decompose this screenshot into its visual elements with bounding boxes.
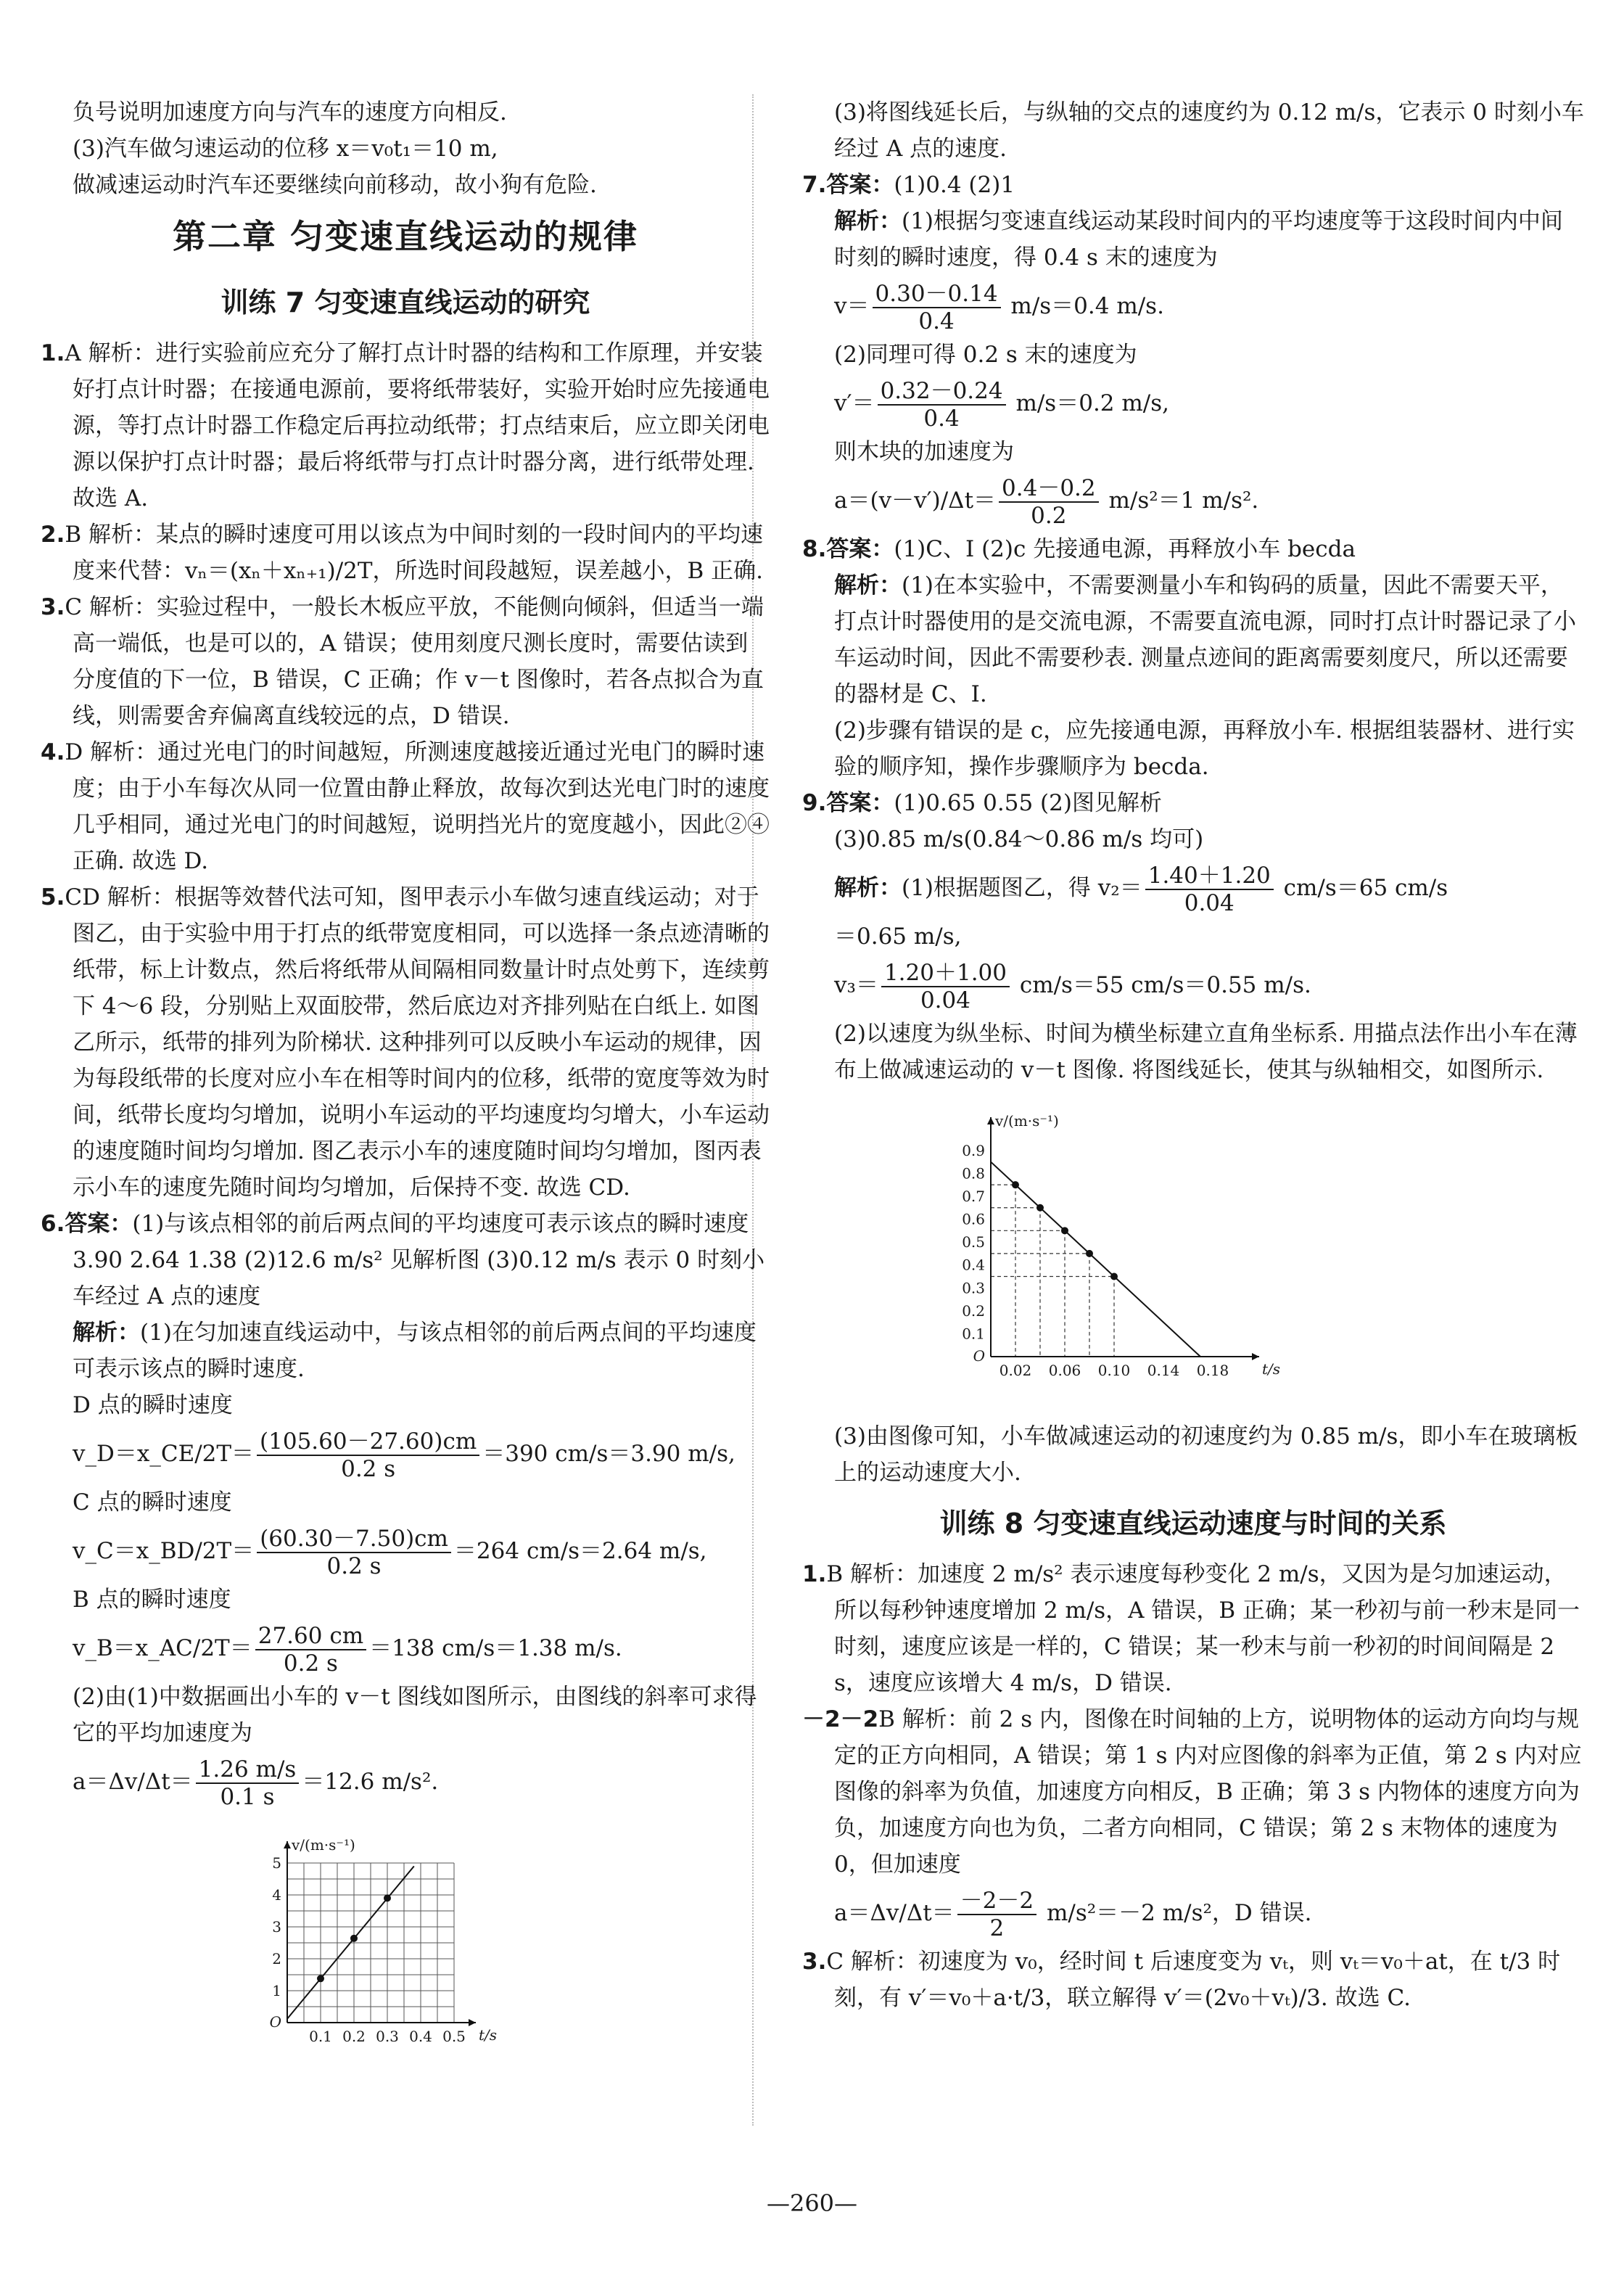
question-text: D 解析：通过光电门的时间越短，所测速度越接近通过光电门的瞬时速度；由于小车每次从同一位置由静止释放，故每次到达光电门时的速度几乎相同，通过光电门的时间越短，说明挡光片的宽度越小，因此②④正确. 故选 D. [65, 739, 770, 874]
y-tick-label: 0.8 [962, 1164, 985, 1183]
data-point [317, 1975, 324, 1982]
numerator: 27.60 cm [255, 1623, 366, 1650]
x-tick-label: 0.14 [1147, 1362, 1180, 1379]
lesson-8-title: 训练 8 匀变速直线运动速度与时间的关系 [939, 1508, 1447, 1539]
formula-rhs: m/s＝0.4 m/s. [1010, 293, 1164, 319]
denominator: 0.2 s [326, 1553, 382, 1579]
fraction [1145, 863, 1274, 916]
l8-question-3 [802, 1944, 1584, 2016]
answer-text: (1)与该点相邻的前后两点间的平均速度可表示该点的瞬时速度 3.90 2.64 1.38 (2)12.6 m/s² 见解析图 (3)0.12 m/s 表示 0 时刻小车经过 A 点的速度 [73, 1211, 765, 1309]
y-tick-label: 0.1 [962, 1325, 985, 1343]
formula-vd [41, 1423, 770, 1484]
formula-rhs: m/s²＝1 m/s². [1108, 488, 1259, 514]
denominator: 0.4 [923, 405, 960, 432]
l8-question-1 [802, 1556, 1584, 1701]
formula-rhs: ＝390 cm/s＝3.90 m/s, [482, 1441, 735, 1467]
numerator: (105.60－27.60)cm [257, 1428, 479, 1456]
fraction [999, 475, 1099, 529]
analysis-label: 解析： [834, 875, 902, 901]
x-axis-arrow [469, 2019, 476, 2026]
numerator: －2－2 [957, 1888, 1036, 1915]
answer-label: 答案： [65, 1211, 133, 1237]
x-tick-label: 0.06 [1048, 1362, 1081, 1379]
analysis-body: (1)在匀加速直线运动中，与该点相邻的前后两点间的平均速度可表示该点的瞬时速度. [73, 1320, 757, 1382]
y-tick-label: 0.9 [962, 1141, 985, 1159]
lesson-7-title: 训练 7 匀变速直线运动的研究 [220, 287, 590, 318]
fraction [196, 1756, 300, 1810]
question-3 [41, 589, 770, 734]
analysis-label: 解析： [834, 572, 902, 599]
formula-label: C 点的瞬时速度 [73, 1489, 232, 1516]
fraction [257, 1526, 451, 1579]
formula-l8-a [802, 1883, 1584, 1944]
data-point [1086, 1250, 1093, 1257]
y-tick-label: 0.6 [962, 1210, 985, 1228]
y-tick-label: 4 [272, 1886, 281, 1904]
formula-lhs: (1)根据题图乙，得 v₂＝ [902, 875, 1142, 901]
analysis-text: 则木块的加速度为 [834, 439, 1014, 465]
question-text: C 解析：初速度为 v₀，经时间 t 后速度变为 vₜ，则 vₜ＝v₀＋at，在 t/3 时刻，有 v′＝v₀＋a·t/3，联立解得 v′＝(2v₀＋vₜ)/3. 故选 C. [826, 1949, 1561, 2011]
answer-text: (1)0.4 (2)1 [894, 172, 1015, 198]
formula-lhs: v_D＝x_CE/2T＝ [73, 1441, 255, 1467]
formula-v [802, 276, 1584, 337]
formula-v2 [802, 858, 1584, 918]
question-number: －2－2 [802, 1706, 879, 1732]
formula-acc [41, 1751, 770, 1812]
y-axis-label: v/(m·s⁻¹) [292, 1836, 355, 1854]
page-number: —260— [766, 2189, 858, 2217]
fraction [255, 1623, 366, 1677]
question-number: 4. [41, 739, 65, 765]
question-text: A 解析：进行实验前应充分了解打点计时器的结构和工作原理，并安装好打点计时器；在接通电源前，要将纸带装好，实验开始时应先接通电源，等打点计时器工作稳定后再拉动纸带；打点结束后，应立即关闭电源以保护打点计时器；最后将纸带与打点计时器分离，进行纸带处理. 故选 A. [65, 340, 770, 511]
y-axis-label: v/(m·s⁻¹) [995, 1112, 1059, 1130]
formula-lhs: a＝(v－v′)/Δt＝ [834, 488, 997, 514]
question-number: 6. [41, 1211, 65, 1237]
chart-2-container [802, 1095, 1584, 1411]
denominator: 2 [989, 1915, 1005, 1941]
formula-rhs: ＝138 cm/s＝1.38 m/s. [369, 1635, 622, 1661]
fit-line [991, 1162, 1200, 1357]
y-tick-label: 0.4 [962, 1256, 985, 1274]
question-7 [802, 167, 1584, 203]
question-text: C 解析：实验过程中，一般长木板应平放，不能侧向倾斜，但适当一端高一端低，也是可以的，A 错误；使用刻度尺测长度时，需要估读到分度值的下一位，B 错误，C 正确；作 v－t 图像时，若各点拟合为直线，则需要舍弃偏离直线较远的点，D 错误. [65, 594, 764, 729]
vt-graph-2 [947, 1095, 1295, 1400]
x-axis-label: t/s [479, 2026, 498, 2044]
question-number: 8. [802, 536, 827, 562]
question-number: 7. [802, 172, 827, 198]
data-point [1012, 1181, 1019, 1188]
formula-a [802, 470, 1584, 531]
numerator: 0.4－0.2 [999, 475, 1099, 503]
y-tick-label: 0.3 [962, 1279, 985, 1297]
x-tick-label: 0.2 [342, 2028, 366, 2045]
analysis-text: (2)同理可得 0.2 s 末的速度为 [834, 342, 1137, 368]
text-line: 负号说明加速度方向与汽车的速度方向相反. [73, 99, 507, 126]
numerator: 1.26 m/s [196, 1756, 300, 1784]
x-tick-label: 0.5 [442, 2028, 466, 2045]
answer-text: (3)0.85 m/s(0.84～0.86 m/s 均可) [834, 826, 1204, 852]
denominator: 0.04 [920, 987, 970, 1013]
answer-label: 答案： [826, 790, 894, 816]
chart-1-container [41, 1819, 770, 2070]
formula-vc [41, 1521, 770, 1582]
question-number: 3. [41, 594, 65, 620]
formula-rhs: m/s²＝－2 m/s²，D 错误. [1046, 1900, 1312, 1926]
question-text: CD 解析：根据等效替代法可知，图甲表示小车做匀速直线运动；对于图乙，由于实验中用于打点的纸带宽度相同，可以选择一条点迹清晰的纸带，标上计数点，然后将纸带从间隔相同数量计时点处剪下，连续剪下 4～6 段，分别贴上双面胶带，然后底边对齐排列贴在白纸上. 如图乙所示，纸带的排列为阶梯状. 这种排列可以反映小车运动的规律，因为每段纸带的长度对应小车在相等时间内的位移，纸带的宽度等效为时间，纸带长度均匀增加，说明小车运动的平均速度均匀增大，小车运动的速度随时间均匀增加. 图乙表示小车的速度随时间均匀增加，图丙表示小车的速度先随时间均匀增加，后保持不变. 故选 CD. [65, 884, 770, 1201]
analysis-text: (3)将图线延长后，与纵轴的交点的速度约为 0.12 m/s，它表示 0 时刻小车经过 A 点的速度. [834, 99, 1584, 162]
analysis-text: (3)由图像可知，小车做减速运动的初速度约为 0.85 m/s，即小车在玻璃板上的运动速度大小. [834, 1423, 1578, 1486]
formula-lhs: v_B＝x_AC/2T＝ [73, 1635, 252, 1661]
fraction [957, 1888, 1036, 1941]
origin-label: O [269, 2013, 281, 2031]
question-6 [41, 1206, 770, 1315]
y-tick-label: 0.2 [962, 1301, 985, 1320]
fraction [873, 281, 1001, 334]
numerator: 0.30－0.14 [873, 281, 1001, 308]
denominator: 0.04 [1184, 889, 1235, 916]
question-text: B 解析：加速度 2 m/s² 表示速度每秒变化 2 m/s，又因为是匀加速运动，所以每秒钟速度增加 2 m/s，A 错误，B 正确；某一秒初与前一秒末是同一时刻，速度应该是一样的，C 错误；某一秒末与前一秒初的时间间隔是 2 s，速度应该增大 4 m/s，D 错误. [826, 1561, 1580, 1696]
question-9 [802, 785, 1584, 821]
denominator: 0.2 s [283, 1650, 338, 1677]
question-1 [41, 335, 770, 517]
answer-text: (1)C、I (2)c 先接通电源，再释放小车 becda [894, 536, 1356, 562]
data-point [384, 1894, 391, 1901]
formula-v3 [802, 955, 1584, 1016]
data-point [1036, 1204, 1044, 1212]
denominator: 0.2 s [341, 1455, 396, 1482]
y-tick-label: 0.5 [962, 1233, 985, 1251]
chapter-title: 第二章 匀变速直线运动的规律 [172, 217, 638, 256]
l8-question-2 [802, 1701, 1584, 1883]
question-4 [41, 734, 770, 879]
text-line: 做减速运动时汽车还要继续向前移动，故小狗有危险. [73, 172, 597, 198]
y-axis-arrow [987, 1117, 994, 1124]
question-8 [802, 531, 1584, 567]
analysis-text: (2)步骤有错误的是 c，应先接通电源，再释放小车. 根据组装器材、进行实验的顺序知，操作步骤顺序为 becda. [834, 717, 1575, 780]
vt-graph-1 [258, 1819, 534, 2059]
x-axis-arrow [1252, 1353, 1259, 1360]
question-number: 1. [802, 1561, 827, 1587]
analysis-text: (2)由(1)中数据画出小车的 v－t 图线如图所示，由图线的斜率可求得它的平均加速度为 [73, 1684, 757, 1746]
denominator: 0.1 s [220, 1783, 275, 1810]
question-5 [41, 879, 770, 1206]
data-point [1061, 1227, 1068, 1234]
formula-rhs: m/s＝0.2 m/s, [1015, 390, 1169, 416]
answer-label: 答案： [826, 536, 894, 562]
x-tick-label: 0.3 [376, 2028, 399, 2045]
numerator: 1.20＋1.00 [881, 960, 1010, 987]
formula-rhs: ＝12.6 m/s². [302, 1769, 439, 1795]
y-tick-label: 1 [272, 1982, 281, 1999]
formula-label: D 点的瞬时速度 [73, 1392, 233, 1418]
question-text: B 解析：前 2 s 内，图像在时间轴的上方，说明物体的运动方向均与规定的正方向相同，A 错误；第 1 s 内对应图像的斜率为正值，第 2 s 内对应图像的斜率为负值，加速度方向相反，B 正确；第 3 s 内物体的速度方向为负，加速度方向也为负，二者方向相同，C 错误；第 2 s 末物体的速度为 0，但加速度 [834, 1706, 1582, 1878]
analysis-label: 解析： [73, 1320, 140, 1346]
formula-lhs: v＝ [834, 293, 870, 319]
analysis-text [41, 1315, 770, 1387]
fraction [881, 960, 1010, 1013]
question-number: 1. [41, 340, 65, 366]
x-tick-label: 0.18 [1196, 1362, 1229, 1379]
data-point [1110, 1272, 1118, 1280]
left-column [41, 94, 770, 2077]
origin-label: O [973, 1347, 985, 1365]
fraction [257, 1428, 479, 1482]
analysis-body: (1)在本实验中，不需要测量小车和钩码的质量，因此不需要天平，打点计时器使用的是交流电源，不需要直流电源，同时打点计时器记录了小车运动时间，因此不需要秒表. 测量点迹间的距离需要刻度尺，所以还需要的器材是 C、I. [834, 572, 1576, 707]
text-line: (3)汽车做匀速运动的位移 x＝v₀t₁＝10 m, [73, 136, 498, 162]
x-tick-label: 0.10 [1097, 1362, 1131, 1379]
question-number: 2. [41, 522, 65, 548]
formula-rhs: cm/s＝65 cm/s [1283, 875, 1448, 901]
fraction [878, 378, 1006, 432]
question-number: 5. [41, 884, 65, 910]
numerator: (60.30－7.50)cm [257, 1526, 451, 1553]
data-point [350, 1935, 358, 1942]
x-tick-label: 0.1 [309, 2028, 332, 2045]
formula-label: B 点的瞬时速度 [73, 1587, 231, 1613]
formula-lhs: a＝Δv/Δt＝ [834, 1900, 955, 1926]
x-axis-label: t/s [1262, 1360, 1281, 1378]
formula-continuation: ＝0.65 m/s, [834, 924, 962, 950]
formula-lhs: v′＝ [834, 390, 875, 416]
question-text: B 解析：某点的瞬时速度可用以该点为中间时刻的一段时间内的平均速度来代替：vₙ＝(xₙ＋xₙ₊₁)/2T，所选时间段越短，误差越小，B 正确. [65, 522, 764, 584]
formula-lhs: a＝Δv/Δt＝ [73, 1769, 193, 1795]
analysis-text [802, 567, 1584, 712]
denominator: 0.4 [918, 308, 955, 334]
formula-lhs: v_C＝x_BD/2T＝ [73, 1538, 255, 1564]
y-tick-label: 2 [272, 1950, 281, 1967]
analysis-text [802, 203, 1584, 276]
formula-lhs: v₃＝ [834, 972, 878, 998]
formula-rhs: ＝264 cm/s＝2.64 m/s, [453, 1538, 707, 1564]
numerator: 1.40＋1.20 [1145, 863, 1274, 890]
formula-rhs: cm/s＝55 cm/s＝0.55 m/s. [1019, 972, 1311, 998]
x-tick-label: 0.4 [409, 2028, 432, 2045]
answer-text: (1)0.65 0.55 (2)图见解析 [894, 790, 1162, 816]
y-tick-label: 0.7 [962, 1187, 985, 1205]
analysis-text: (2)以速度为纵坐标、时间为横坐标建立直角坐标系. 用描点法作出小车在薄布上做减速运动的 v－t 图像. 将图线延长，使其与纵轴相交，如图所示. [834, 1021, 1578, 1083]
analysis-body: (1)根据匀变速直线运动某段时间内的平均速度等于这段时间内中间时刻的瞬时速度，得 0.4 s 末的速度为 [834, 208, 1563, 271]
answer-label: 答案： [826, 172, 894, 198]
formula-vb [41, 1618, 770, 1679]
y-tick-label: 5 [272, 1854, 281, 1872]
denominator: 0.2 [1031, 502, 1067, 529]
y-axis-arrow [284, 1841, 291, 1849]
x-tick-label: 0.02 [999, 1362, 1032, 1379]
numerator: 0.32－0.24 [878, 378, 1006, 406]
question-number: 9. [802, 790, 827, 816]
question-2 [41, 517, 770, 589]
y-tick-label: 3 [272, 1918, 281, 1936]
analysis-label: 解析： [834, 208, 902, 234]
formula-v-prime [802, 373, 1584, 434]
question-number: 3. [802, 1949, 827, 1975]
right-column [802, 94, 1584, 2016]
